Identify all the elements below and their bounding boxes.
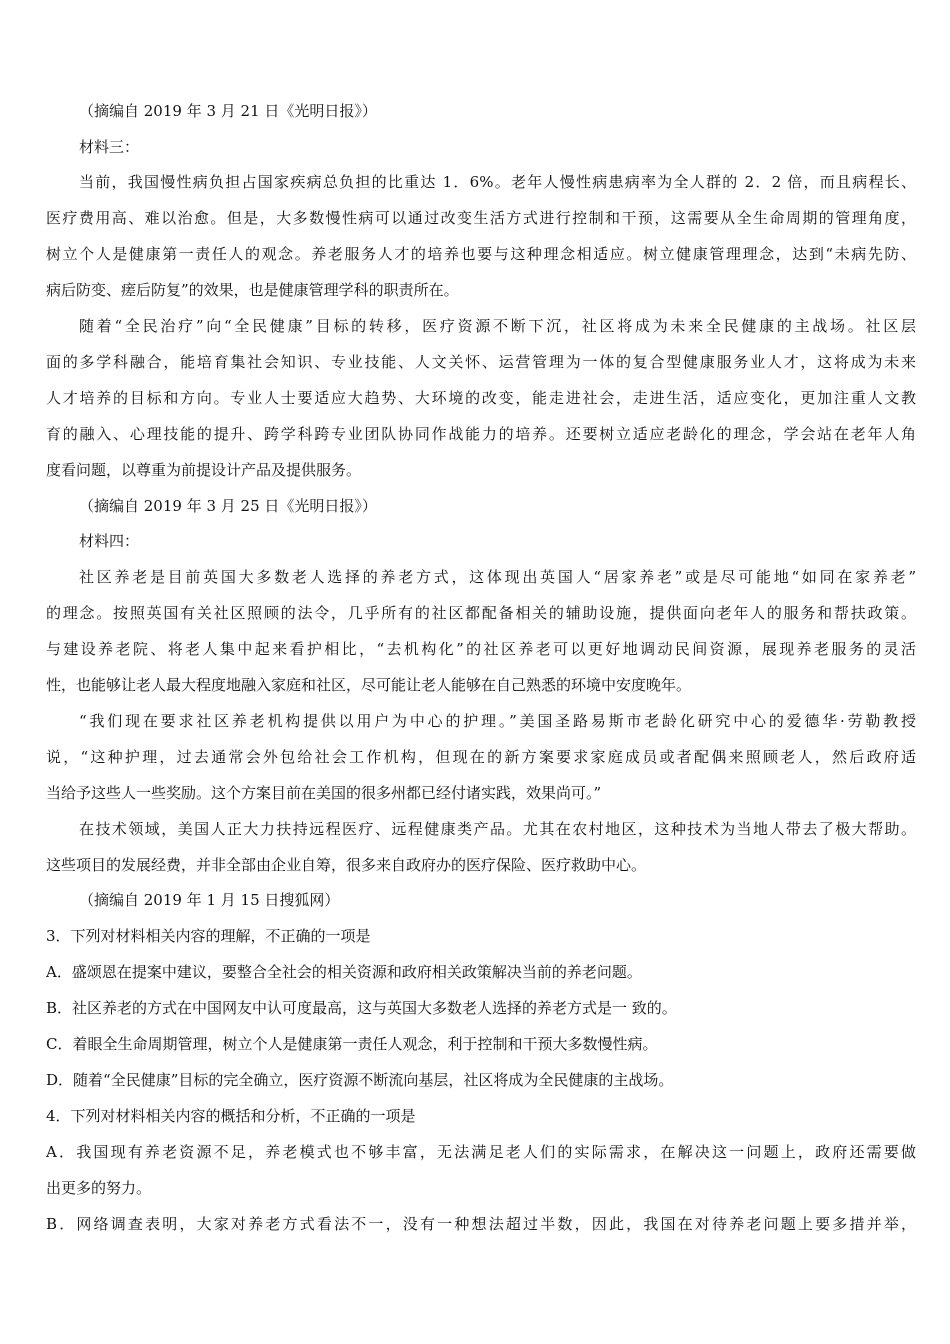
material-4-label: 材料四：: [79, 532, 140, 550]
question-4-option-b: B．网络调查表明，大家对养老方式看法不一，没有一种想法超过半数，因此，我国在对待养老问题上要多措并举，: [46, 1215, 916, 1233]
question-3-option-c: C．着眼全生命周期管理，树立个人是健康第一责任人观念，利于控制和干预大多数慢性病。: [46, 1035, 658, 1053]
paragraph-line: 度看问题，以尊重为前提设计产品及提供服务。: [46, 461, 362, 479]
question-3-option-d: D．随着“全民健康”目标的完全确立，医疗资源不断流向基层，社区将成为全民健康的主战场。: [46, 1071, 674, 1089]
source-citation: （摘编自 2019 年 3 月 25 日《光明日报》）: [79, 497, 377, 515]
question-3-option-b: B．社区养老的方式在中国网友中认可度最高，这与英国大多数老人选择的养老方式是一 致的。: [46, 999, 677, 1017]
paragraph-line: 社区养老是目前英国大多数老人选择的养老方式，这体现出英国人“居家养老”或是尽可能地“如同在家养老”: [79, 568, 916, 586]
question-4-stem: 4．下列对材料相关内容的概括和分析，不正确的一项是: [46, 1107, 416, 1125]
paragraph-line: 病后防变、瘥后防复”的效果，也是健康管理学科的职责所在。: [46, 281, 459, 299]
source-citation: （摘编自 2019 年 1 月 15 日搜狐网）: [79, 891, 340, 909]
question-4-option-a: A．我国现有养老资源不足，养老模式也不够丰富，无法满足老人们的实际需求，在解决这一问题上，政府还需要做: [46, 1143, 916, 1161]
paragraph-line: 面的多学科融合，能培育集社会知识、专业技能、人文关怀、运营管理为一体的复合型健康服务业人才，这将成为未来: [46, 353, 916, 371]
paragraph-line: 的理念。按照英国有关社区照顾的法令，几乎所有的社区都配备相关的辅助设施，提供面向老年人的服务和帮扶政策。: [46, 604, 916, 622]
source-citation: （摘编自 2019 年 3 月 21 日《光明日报》）: [79, 102, 377, 120]
paragraph-line: 这些项目的发展经费，并非全部由企业自筹，很多来自政府办的医疗保险、医疗救助中心。: [46, 856, 647, 874]
paragraph-line: 树立个人是健康第一责任人的观念。养老服务人才的培养也要与这种理念相适应。树立健康管理理念，达到“未病先防、: [46, 245, 916, 263]
question-3-option-a: A．盛颂恩在提案中建议，要整合全社会的相关资源和政府相关政策解决当前的养老问题。: [46, 963, 642, 981]
paragraph-line: 在技术领域，美国人正大力扶持远程医疗、远程健康类产品。尤其在农村地区，这种技术为当地人带去了极大帮助。: [79, 820, 916, 838]
paragraph-line: 随着“全民治疗”向“全民健康”目标的转移，医疗资源不断下沉，社区将成为未来全民健康的主战场。社区层: [79, 317, 916, 335]
paragraph-line: 性，也能够让老人最大程度地融入家庭和社区，尽可能让老人能够在自己熟悉的环境中安度晚年。: [46, 676, 692, 694]
paragraph-line: 人才培养的目标和方向。专业人士要适应大趋势、大环境的改变，能走进社会，走进生活，适应变化，更加注重人文教: [46, 389, 916, 407]
paragraph-line: “我们现在要求社区养老机构提供以用户为中心的护理。”美国圣路易斯市老龄化研究中心的爱德华·劳勒教授: [79, 712, 916, 730]
question-4-option-a-cont: 出更多的努力。: [46, 1179, 152, 1197]
paragraph-line: 当给予这些人一些奖励。这个方案目前在美国的很多州都已经付诸实践，效果尚可。”: [46, 784, 602, 802]
paragraph-line: 医疗费用高、难以治愈。但是，大多数慢性病可以通过改变生活方式进行控制和干预，这需要从全生命周期的管理角度，: [46, 209, 916, 227]
question-3-stem: 3．下列对材料相关内容的理解，不正确的一项是: [46, 927, 371, 945]
paragraph-line: 育的融入、心理技能的提升、跨学科跨专业团队协同作战能力的培养。还要树立适应老龄化的理念，学会站在老年人角: [46, 425, 916, 443]
material-3-label: 材料三：: [79, 138, 140, 156]
paragraph-line: 当前，我国慢性病负担占国家疾病总负担的比重达 1．6%。老年人慢性病患病率为全人群的 2．2 倍，而且病程长、: [79, 173, 916, 191]
paragraph-line: 说，“这种护理，过去通常会外包给社会工作机构，但现在的新方案要求家庭成员或者配偶来照顾老人，然后政府适: [46, 748, 916, 766]
paragraph-line: 与建设养老院、将老人集中起来看护相比，“去机构化”的社区养老可以更好地调动民间资源，展现养老服务的灵活: [46, 640, 916, 658]
